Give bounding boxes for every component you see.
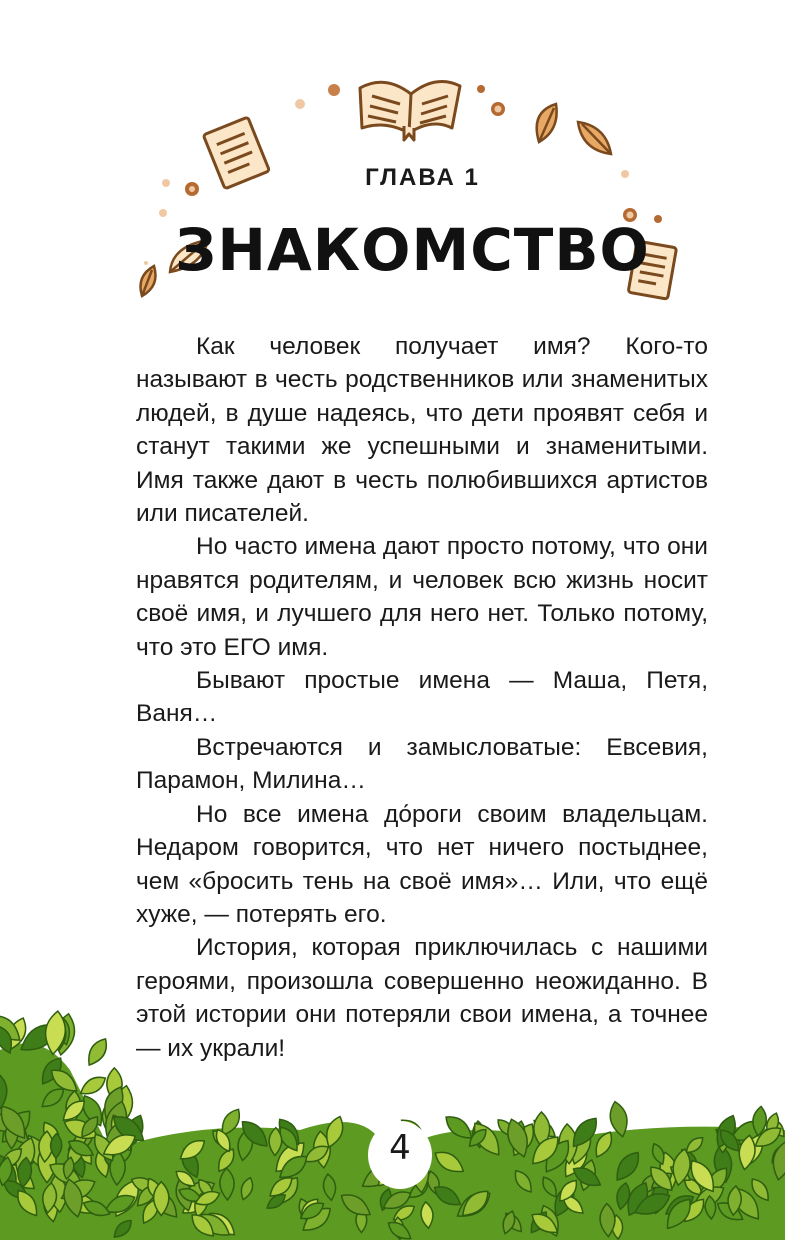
paragraph: Бывают простые имена — Маша, Петя, Ваня…: [136, 667, 708, 728]
chapter-label: ГЛАВА 1: [365, 164, 480, 191]
open-book-icon: [360, 82, 460, 141]
paragraph: История, которая приключилась с нашими героями, произошла совершенно неожиданно. В этой истории они потеряли свои имена, а точнее — их украли!: [136, 934, 708, 1062]
paragraph: Как человек получает имя? Кого-то называют в честь родственников или знаменитых людей, в душе надеясь, что дети проявят себя и станут такими же успешными и знаменитыми. Имя также дают в честь полюбившихся артистов или писателей.: [136, 333, 708, 528]
foliage-illustration: [0, 1010, 785, 1240]
chapter-title: ЗНАКОМСТВО: [175, 216, 650, 284]
paragraph: Встречаются и замысловатые: Евсевия, Парамон, Милина…: [136, 733, 708, 795]
body-text: [136, 330, 708, 1065]
paragraph: Но все имена до́роги своим владельцам. Недаром говорится, что нет ничего постыднее, чем «бросить тень на своё имя»… Или, что ещё хуже, — потерять его.: [136, 800, 708, 928]
paragraph: Но часто имена дают просто потому, что они нравятся родителям, и человек всю жизнь носит своё имя, и лучшего для него нет. Только потому, что это ЕГО имя.: [136, 533, 708, 661]
page-number: 4: [389, 1128, 411, 1168]
